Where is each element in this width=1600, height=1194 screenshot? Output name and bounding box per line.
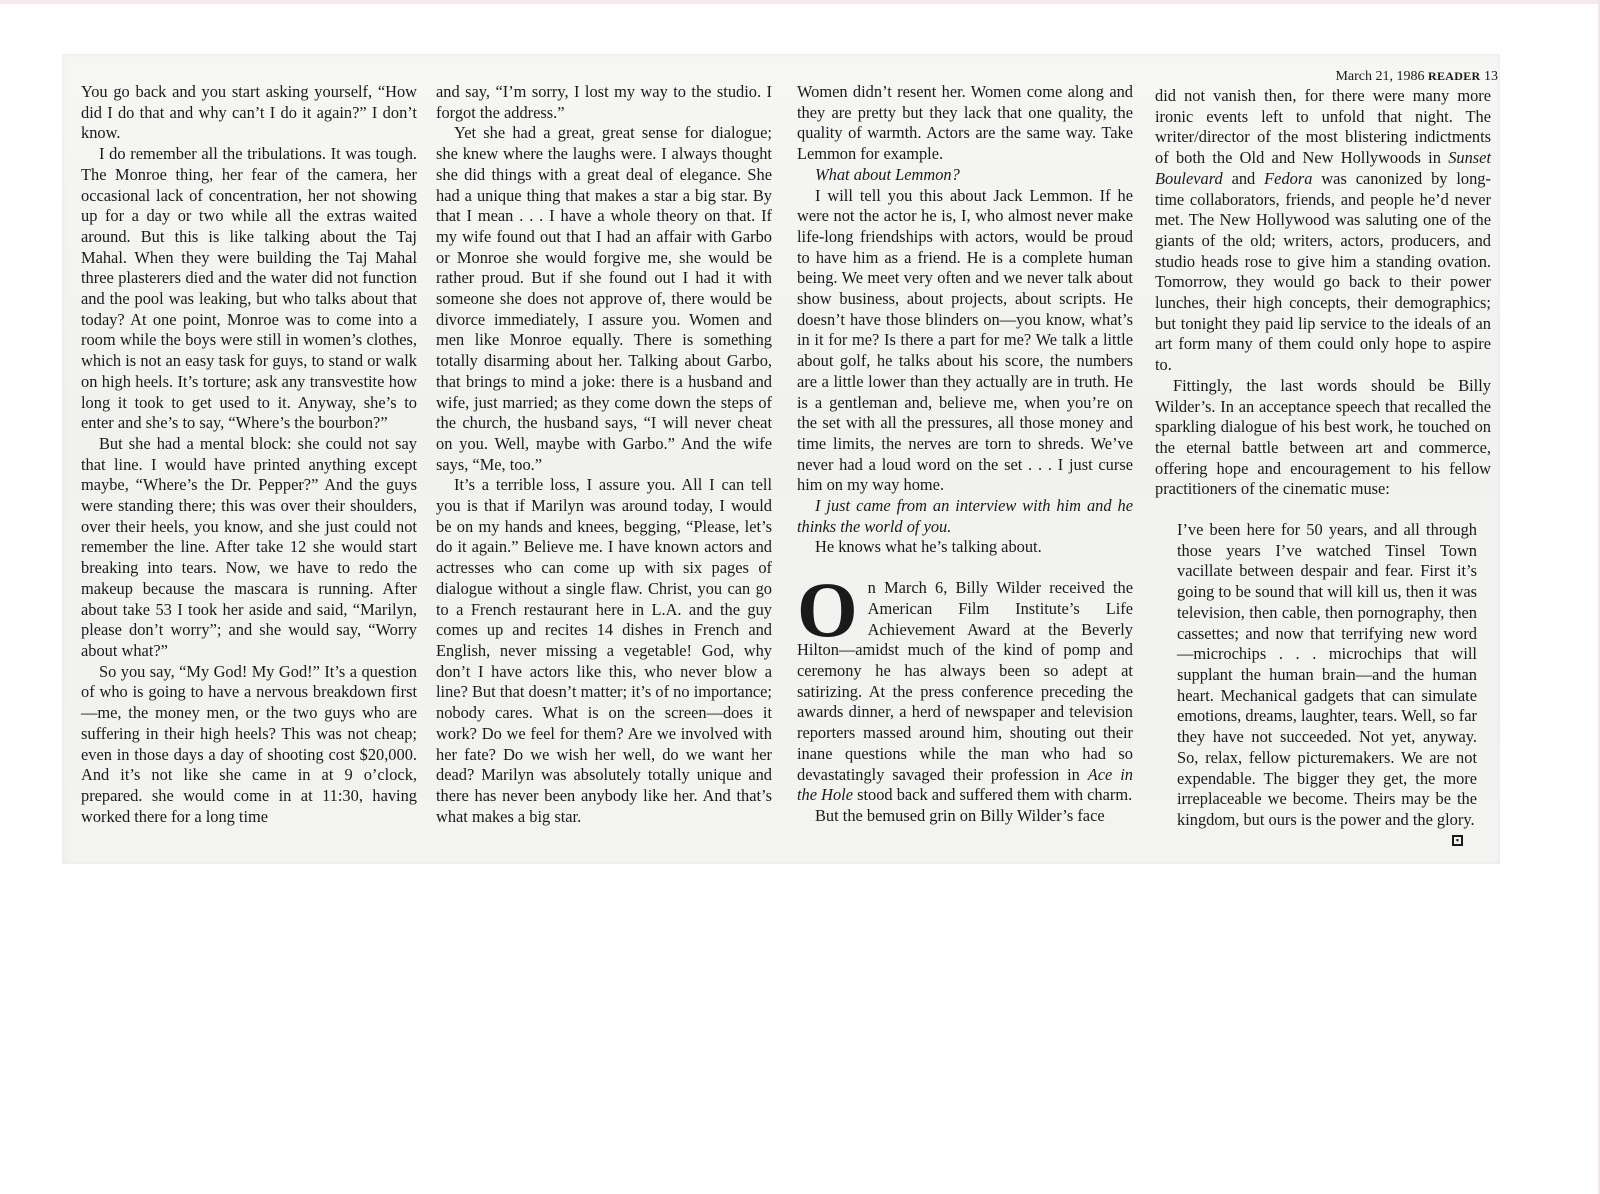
article-column-2 bbox=[436, 82, 772, 827]
paragraph: and say, “I’m sorry, I lost my way to the studio. I forgot the address.” bbox=[436, 82, 772, 122]
section-opening-paragraph bbox=[797, 566, 1133, 806]
paragraph: Women didn’t resent her. Women come along and they are pretty but they lack that one quality, the quality of warmth. Actors are the same way. Take Lemmon for example. bbox=[797, 82, 1133, 164]
film-title: Sunset Boulevard bbox=[1155, 148, 1491, 188]
interview-question: I just came from an interview with him and he thinks the world of you. bbox=[797, 496, 1133, 536]
end-of-story-icon: ▪ bbox=[1452, 835, 1463, 846]
section-text: stood back and suffered them with charm. bbox=[857, 785, 1133, 805]
film-title: Ace in the Hole bbox=[797, 764, 1133, 805]
film-title: Fedora bbox=[1264, 168, 1313, 188]
text-run: did not vanish then, for there were many more ironic events left to unfold that night. The writer/director of the most blistering indictments of both the Old and New Hollywoods in bbox=[1155, 86, 1491, 168]
paragraph: You go back and you start asking yourself, “How did I do that and why can’t I do it again?” I don’t know. bbox=[81, 82, 417, 143]
paragraph: But she had a mental block: she could not say that line. I would have printed anything except maybe, “Where’s the Dr. Pepper?” And the guys were standing there; this was over their shoulders, over their heels, you know, and she just could not remember the line. After take 12 she would start breaking into tears. Now, we have to redo the makeup because the mascara is running. After about take 53 I took her aside and said, “Marilyn, please don’t worry”; and she would say, “Worry about what?” bbox=[81, 433, 417, 660]
paragraph: Yet she had a great, great sense for dialogue; she knew where the laughs were. I always thought she did things with a great deal of elegance. She had a unique thing that makes a star a big star. By that I mean . . . I have a whole theory on that. If my wife found out that I had an affair with Garbo or Monroe she would forgive me, she would be rather proud. But if she found out I had it with someone she does not approve of, there would be divorce immediately, I assure you. Women and men like Monroe equally. There is something totally disarming about her. Talking about Garbo, that brings to mind a joke: there is a husband and wife, just married; as they come down the steps of the church, the husband says, “I will never cheat on you. Well, maybe with Garbo.” And the wife says, “Me, too.” bbox=[436, 123, 772, 474]
block-quote bbox=[1177, 520, 1477, 845]
section-text: n March 6, Billy Wilder received the American Film Institute’s Life Achievement Award at the Beverly Hilton—amidst much of the kind of pomp and ceremony he has always been so adept at satirizing. At the press conference preceding the awards dinner, a herd of newspaper and television reporters massed around him, shouting out their inane questions while the man who had so devastatingly savaged their profession in bbox=[797, 578, 1133, 784]
paragraph bbox=[1155, 86, 1491, 376]
quote-text: I’ve been here for 50 years, and all through those years I’ve watched Tinsel Town vacillate between despair and fear. First it’s going to be sound that will kill us, then it was television, then cable, then pornography, then cassettes; and now that terrifying new word—microchips . . . microchips that will supplant the human brain—and the human heart. Mechanical gadgets that can simulate emotions, dreams, laughter, tears. Well, so far they have not succeeded. Not yet, anyway. So, relax, fellow picturemakers. We are not expendable. The bigger they get, the more irreplaceable we become. Theirs may be the kingdom, but ours is the power and the glory. bbox=[1177, 520, 1477, 829]
page-number: 13 bbox=[1484, 69, 1498, 84]
interview-question: What about Lemmon? bbox=[815, 164, 960, 184]
scan-top-edge bbox=[0, 0, 1600, 4]
page-folio bbox=[1320, 68, 1498, 85]
paragraph: But the bemused grin on Billy Wilder’s face bbox=[815, 805, 1105, 825]
paragraph: So you say, “My God! My God!” It’s a question of who is going to have a nervous breakdown first—me, the money men, or the two guys who are suffering in their high heels? This was not cheap; even in those days a day of shooting cost $20,000. And it’s not like she came in at 9 o’clock, prepared. she would come in at 11:30, having worked there for a long time bbox=[81, 661, 417, 826]
paragraph: I will tell you this about Jack Lemmon. If he were not the actor he is, I, who almost never make life-long friendships with actors, would be proud to have him as a friend. He is a complete human being. We meet very often and we never talk about show business, about projects, about scripts. He doesn’t have those blinders on—you know, what’s in it for me? Is there a part for me? We talk a little about golf, he talks about his score, the numbers are a little lower than they actually are in truth. He is a gentleman and, believe me, when you’re on the set with all the pressures, all those money and time limits, the nerves are torn to shreds. We’ve never had a loud word on the set . . . I just curse him on my way home. bbox=[797, 185, 1133, 495]
publication-name: READER bbox=[1428, 69, 1481, 83]
paragraph: I do remember all the tribulations. It was tough. The Monroe thing, her fear of the camera, her occasional lack of concentration, her not showing up for a day or two while all the extras waited around. But this is like talking about the Taj Mahal. When they were building the Taj Mahal three plasterers died and the water did not function and the pool was leaking, but who talks about that today? At one point, Monroe was to come into a room while the boys were still in women’s clothes, which is not an easy task for guys, to stand or walk on high heels. It’s torture; ask any transvestite how long it took to get used to it. Anyway, she’s to enter and she’s to say, “Where’s the bourbon?” bbox=[81, 144, 417, 433]
article-column-1 bbox=[81, 82, 417, 827]
paragraph: Fittingly, the last words should be Billy Wilder’s. In an acceptance speech that recalled the sparkling dialogue of his best work, he touched on the eternal battle between art and commerce, offering hope and encouragement to his fellow practitioners of the cinematic muse: bbox=[1155, 375, 1491, 499]
text-run: and bbox=[1231, 168, 1256, 188]
article-column-4 bbox=[1155, 86, 1491, 846]
article-column-3 bbox=[797, 82, 1133, 827]
drop-cap: O bbox=[797, 566, 858, 654]
paragraph: He knows what he’s talking about. bbox=[815, 537, 1042, 557]
text-run: was canonized by long-time collaborators, friends, and people he’d never met. The New Hollywood was saluting one of the giants of the old; writers, actors, producers, and studio heads rose to give him a standing ovation. Tomorrow, they would go back to their power lunches, their high concepts, their demographics; but tonight they paid lip service to the ideals of an art form many of them could only hope to aspire to. bbox=[1155, 168, 1491, 375]
paragraph: It’s a terrible loss, I assure you. All I can tell you is that if Marilyn was around today, I would be on my hands and knees, begging, “Please, let’s do it again.” Believe me. I have known actors and actresses who can come up with six pages of dialogue without a single flaw. Christ, you can go to a French restaurant here in L.A. and the guy comes up and recites 14 dishes in French and English, never missing a vegetable! God, why don’t I have actors like this, who never blow a line? But that doesn’t matter; it’s of no importance; nobody cares. What is on the screen—does it work? Do we feel for them? Are we involved with her fate? Do we wish her well, do we want her dead? Marilyn was absolutely totally unique and there has never been anybody like her. And that’s what makes a big star. bbox=[436, 475, 772, 826]
issue-date: March 21, 1986 bbox=[1335, 69, 1425, 84]
